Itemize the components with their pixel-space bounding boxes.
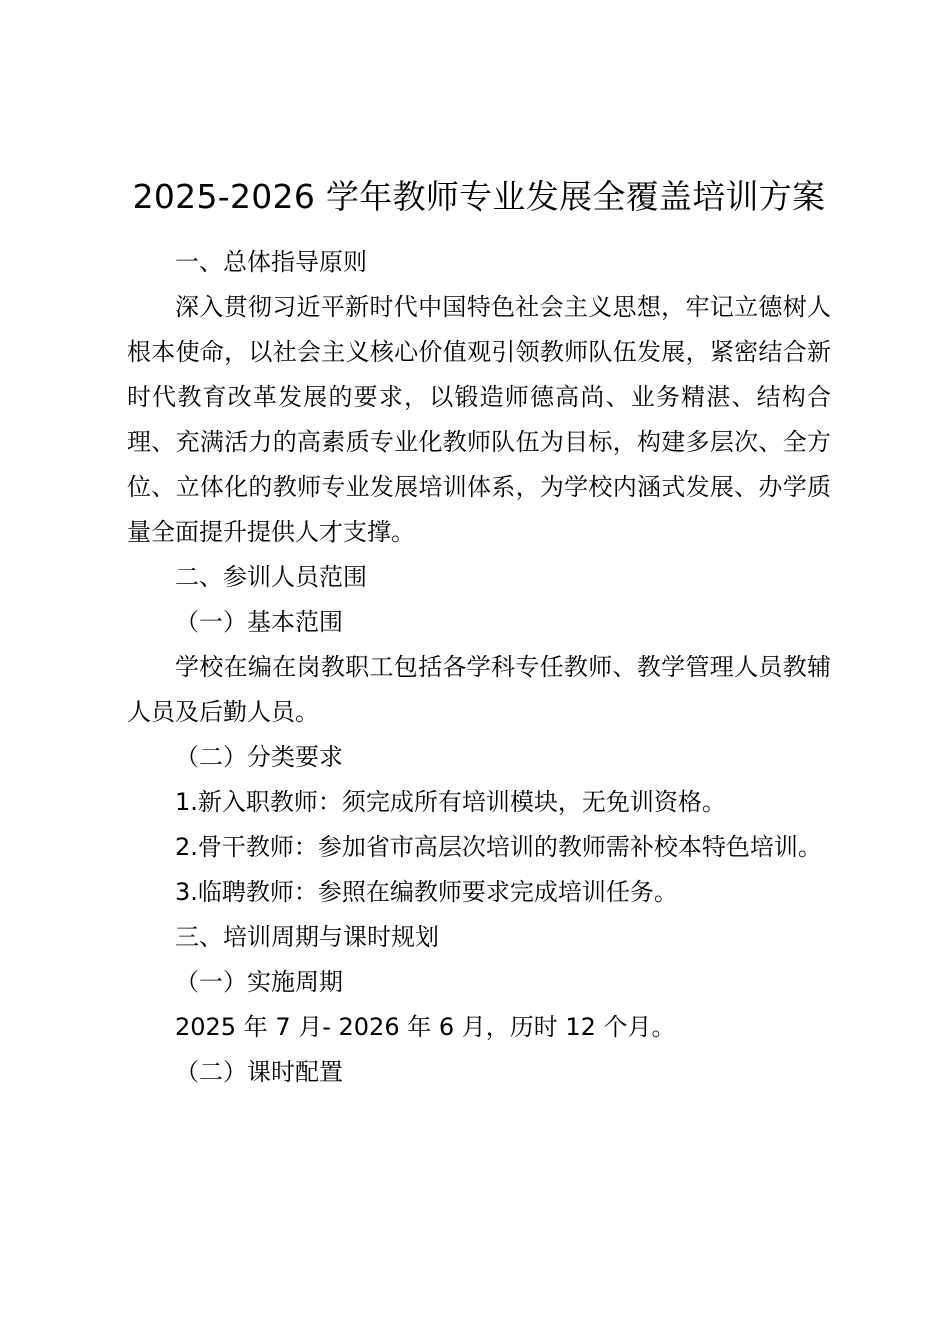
body-paragraph: 2025 年 7 月- 2026 年 6 月，历时 12 个月。: [175, 1013, 676, 1041]
subsection-heading: （二）课时配置: [175, 1058, 343, 1086]
list-item: 2.骨干教师：参加省市高层次培训的教师需补校本特色培训。: [175, 833, 822, 861]
subsection-heading: （一）实施周期: [175, 968, 343, 996]
subsection-heading: （一）基本范围: [175, 608, 343, 636]
section-heading-3: 三、培训周期与课时规划: [175, 923, 439, 951]
section-heading-2: 二、参训人员范围: [175, 563, 367, 591]
body-paragraph: 深入贯彻习近平新时代中国特色社会主义思想，牢记立德树人根本使命，以社会主义核心价值观引领教师队伍发展，紧密结合新时代教育改革发展的要求，以锻造师德高尚、业务精湛、结构合理、充满活力的高素质专业化教师队伍为目标，构建多层次、全方位、立体化的教师专业发展培训体系，为学校内涵式发展、办学质量全面提升提供人才支撑。: [127, 293, 831, 546]
document-page: [127, 172, 831, 1095]
document-title: 2025-2026 学年教师专业发展全覆盖培训方案: [132, 177, 826, 216]
section-heading-1: 一、总体指导原则: [175, 248, 367, 276]
list-item: 1.新入职教师：须完成所有培训模块，无免训资格。: [175, 788, 726, 816]
subsection-heading: （二）分类要求: [175, 743, 343, 771]
body-paragraph: 学校在编在岗教职工包括各学科专任教师、教学管理人员教辅人员及后勤人员。: [127, 653, 831, 726]
list-item: 3.临聘教师：参照在编教师要求完成培训任务。: [175, 878, 678, 906]
